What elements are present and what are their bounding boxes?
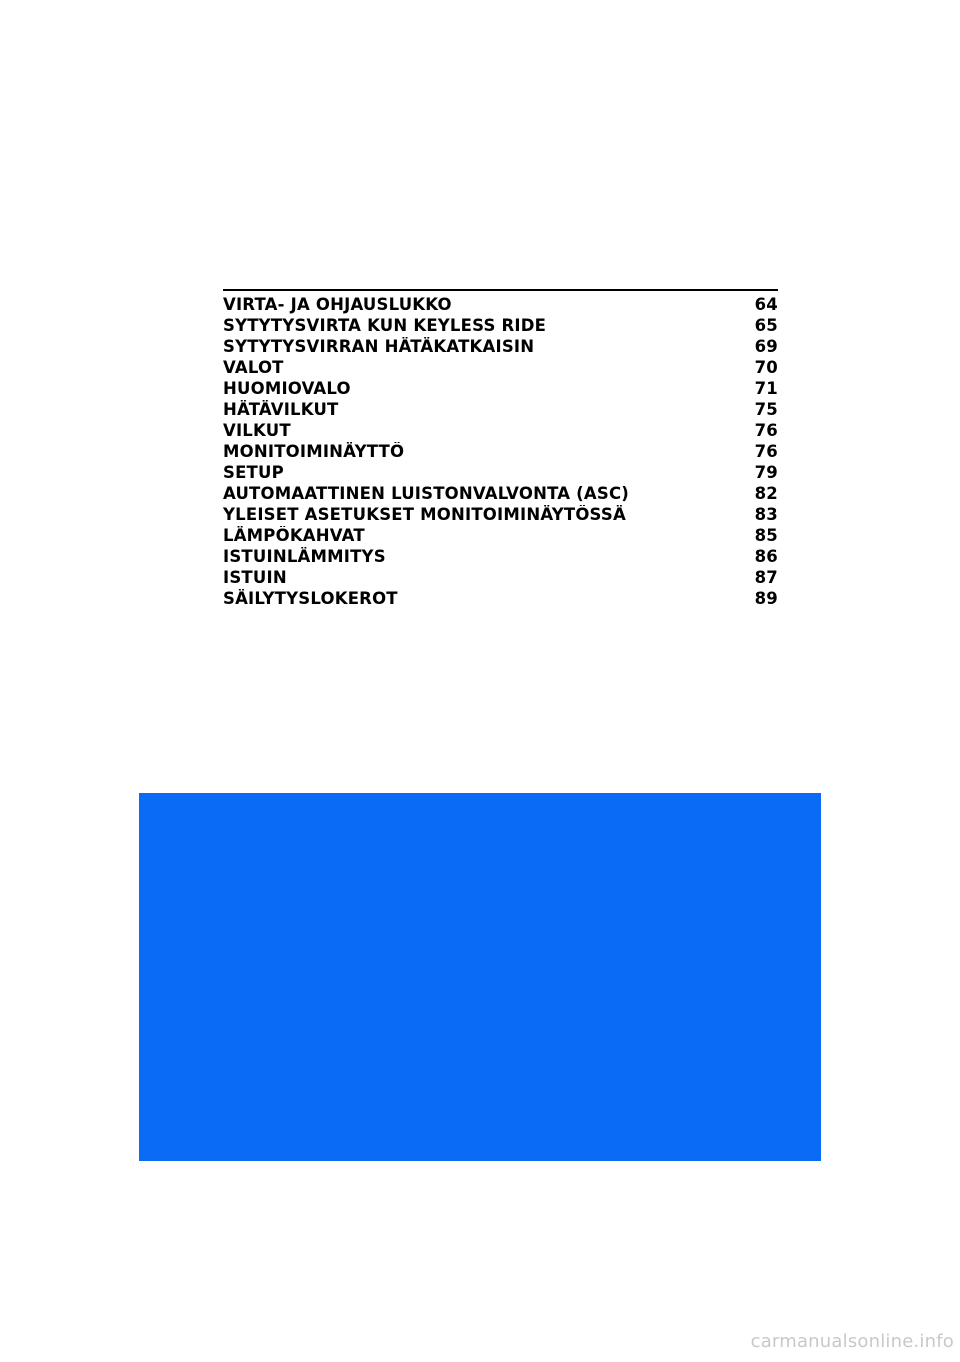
toc-entry[interactable] [223, 525, 778, 546]
toc-entry-title: SÄILYTYSLOKEROT [223, 589, 398, 608]
toc-entry-title: HUOMIOVALO [223, 379, 351, 398]
toc-entry-title: ISTUINLÄMMITYS [223, 547, 386, 566]
toc-entry-page: 65 [754, 316, 778, 335]
toc-entry-page: 64 [754, 295, 778, 314]
toc-entry-page: 69 [754, 337, 778, 356]
toc-entry-title: VALOT [223, 358, 284, 377]
toc-entry-page: 75 [754, 400, 778, 419]
toc-entry-title: SYTYTYSVIRTA KUN KEYLESS RIDE [223, 316, 547, 335]
toc-entry[interactable] [223, 336, 778, 357]
toc-entry[interactable] [223, 546, 778, 567]
toc-entry-title: LÄMPÖKAHVAT [223, 526, 365, 545]
toc-entry-page: 83 [754, 505, 778, 524]
toc-entry[interactable] [223, 357, 778, 378]
toc-entry[interactable] [223, 588, 778, 609]
toc-entry-page: 70 [754, 358, 778, 377]
toc-entry-title: SYTYTYSVIRRAN HÄTÄKATKAISIN [223, 337, 535, 356]
toc-entry-title: YLEISET ASETUKSET MONITOIMINÄYTÖSSÄ [223, 505, 626, 524]
toc-entry[interactable] [223, 483, 778, 504]
toc-entry-page: 87 [754, 568, 778, 587]
toc-entry-title: ISTUIN [223, 568, 287, 587]
toc-entry[interactable] [223, 420, 778, 441]
toc-entry-page: 82 [754, 484, 778, 503]
toc-entry-title: MONITOIMINÄYTTÖ [223, 442, 405, 461]
toc-entry[interactable] [223, 399, 778, 420]
toc-entry-page: 89 [754, 589, 778, 608]
toc-entry[interactable] [223, 294, 778, 315]
toc-entry-page: 86 [754, 547, 778, 566]
toc-entry-title: VILKUT [223, 421, 291, 440]
watermark-text: carmanualsonline.info [750, 1331, 954, 1352]
toc-entry-title: HÄTÄVILKUT [223, 400, 339, 419]
toc-entry[interactable] [223, 315, 778, 336]
toc-entry-page: 76 [754, 421, 778, 440]
toc-entry-title: AUTOMAATTINEN LUISTONVALVONTA (ASC) [223, 484, 630, 503]
toc-entry-title: SETUP [223, 463, 284, 482]
toc-entry[interactable] [223, 567, 778, 588]
blue-color-panel [139, 793, 821, 1161]
toc-entry-page: 71 [754, 379, 778, 398]
table-of-contents [223, 289, 778, 609]
toc-entry-page: 76 [754, 442, 778, 461]
toc-entry-page: 79 [754, 463, 778, 482]
toc-entry-page: 85 [754, 526, 778, 545]
toc-entry-title: VIRTA- JA OHJAUSLUKKO [223, 295, 452, 314]
toc-entry[interactable] [223, 504, 778, 525]
toc-entry[interactable] [223, 441, 778, 462]
toc-entry[interactable] [223, 378, 778, 399]
toc-entry[interactable] [223, 462, 778, 483]
